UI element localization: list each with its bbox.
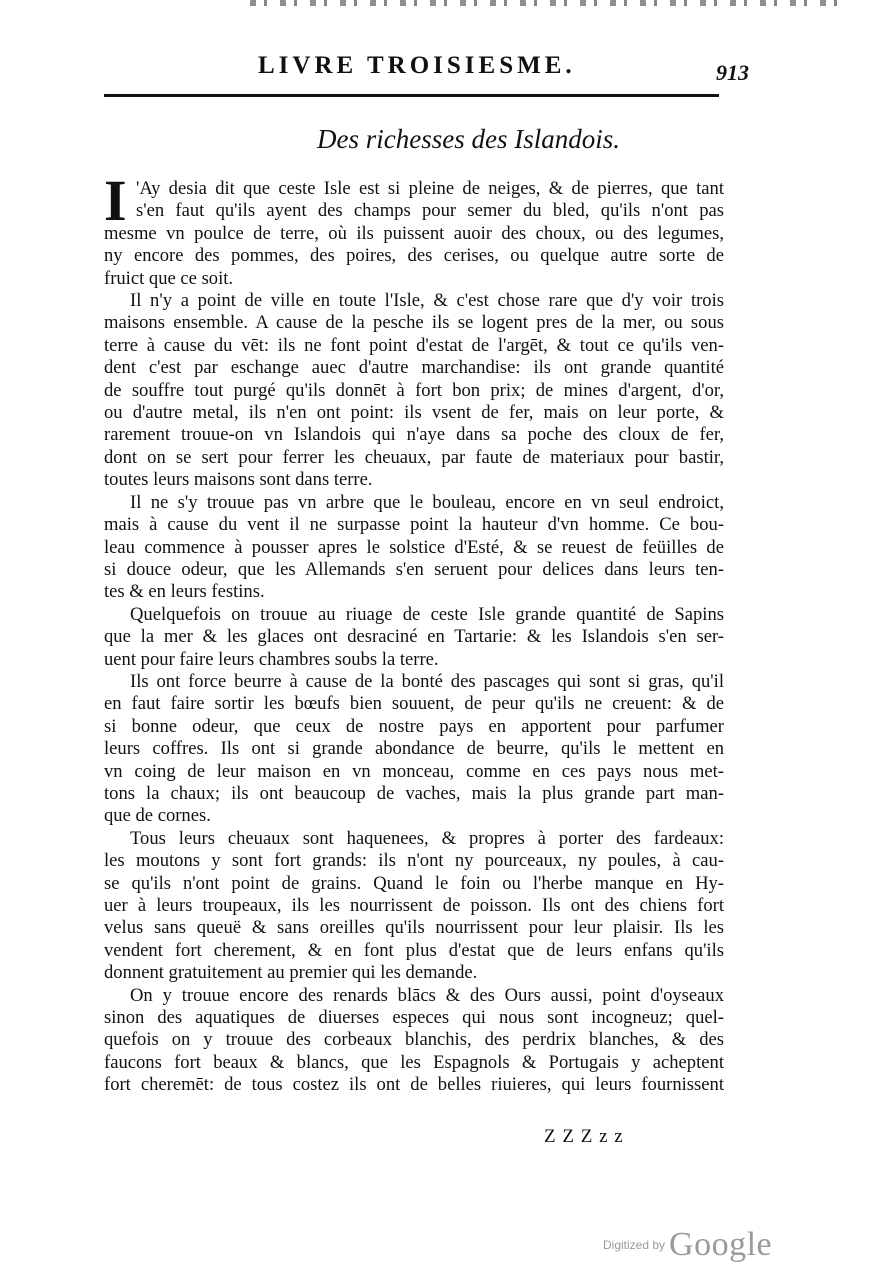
text-line: mais à cause du vent il ne surpasse point la hauteur d'vn homme. Ce bou- <box>104 514 724 536</box>
text-line: donnent gratuitement au premier qui les demande. <box>104 962 478 984</box>
text-line: toutes leurs maisons sont dans terre. <box>104 469 373 491</box>
text-line: se qu'ils n'ont point de grains. Quand le foin ou l'herbe manque en Hy- <box>104 872 724 894</box>
text-line: terre à cause du vēt: ils ne font point d'estat de l'argēt, & tout ce qu'ils ven- <box>104 334 724 356</box>
text-line: tes & en leurs festins. <box>104 581 265 603</box>
text-line: leau commence à pousser apres le solstice d'Esté, & se reuest de feüilles de <box>104 536 724 558</box>
text-line: vendent fort cherement, & en font plus d'estat que de leurs enfans qu'ils <box>104 939 724 961</box>
text-line: fruict que ce soit. <box>104 267 234 289</box>
text-line: de souffre tout purgé qu'ils donnēt à fort bon prix; de mines d'argent, d'or, <box>104 379 724 401</box>
paragraph <box>104 671 724 828</box>
paragraph <box>104 828 724 985</box>
paragraph <box>104 604 724 671</box>
text-line: On y trouue encore des renards blācs & des Ours aussi, point d'oyseaux <box>130 984 724 1006</box>
text-line: dent c'est par eschange auec d'autre marchandise: ils ont grande quantité <box>104 357 724 379</box>
drop-cap: I <box>104 168 127 233</box>
text-line: tons la chaux; ils ont beaucoup de vaches, mais la plus grande part man- <box>104 782 724 804</box>
text-line: quefois on y trouue des corbeaux blanchis, des perdrix blanches, & des <box>104 1029 724 1051</box>
google-logo: Google <box>669 1226 773 1263</box>
paragraph <box>104 168 724 290</box>
digitized-by-label: Digitized by <box>603 1238 666 1252</box>
text-line: mesme vn poulce de terre, où ils puissent auoir des choux, ou des legumes, <box>104 222 724 244</box>
text-line: en faut faire sortir les bœufs bien souuent, de peur qu'ils ne creuent: & de <box>104 693 724 715</box>
page-number: 913 <box>716 60 749 85</box>
text-line: velus sans queuë & sans oreilles qu'ils nourrissent pour leur plaisir. Ils les <box>104 917 724 939</box>
header-rule <box>104 94 719 97</box>
text-line: Ils ont force beurre à cause de la bonté des pascages qui sont si gras, qu'il <box>130 670 724 692</box>
paragraph <box>104 290 724 492</box>
text-line: faucons fort beaux & blancs, que les Espagnols & Portugais y acheptent <box>104 1051 724 1073</box>
paragraph <box>104 492 724 604</box>
text-line: fort cheremēt: de tous costez ils ont de belles riuieres, qui leurs fournissent <box>104 1074 724 1096</box>
chapter-title: Des richesses des Islandois. <box>317 124 620 154</box>
catchword: Z Z Z z z <box>544 1126 624 1147</box>
text-line: dont on se sert pour ferrer les cheuaux, par faute de materiaux pour bastir, <box>104 446 724 468</box>
text-line: Quelquefois on trouue au riuage de ceste Isle grande quantité de Sapins <box>130 603 724 625</box>
text-line: que de cornes. <box>104 805 211 827</box>
text-line: rarement trouue-on vn Islandois qui n'aye dans sa poche des cloux de fer, <box>104 424 724 446</box>
text-line: si douce odeur, que les Allemands s'en seruent pour delices dans leurs ten- <box>104 558 724 580</box>
text-line: sinon des aquatiques de diuerses especes qui nous sont incogneuz; quel- <box>104 1007 724 1029</box>
text-line: que la mer & les glaces ont desraciné en Tartarie: & les Islandois s'en ser- <box>104 626 724 648</box>
body-text <box>104 168 724 1097</box>
text-line: 'Ay desia dit que ceste Isle est si pleine de neiges, & de pierres, que tant <box>136 178 724 199</box>
text-line: si bonne odeur, que ceux de nostre pays en apportent pour parfumer <box>104 715 724 737</box>
text-line: Tous leurs cheuaux sont haquenees, & propres à porter des fardeaux: <box>130 827 724 849</box>
text-line: maisons ensemble. A cause de la pesche ils se logent pres de la mer, ou sous <box>104 312 724 334</box>
text-line: leurs coffres. Ils ont si grande abondance de beurre, qu'ils le mettent en <box>104 738 724 760</box>
text-line: uer à leurs troupeaux, ils les nourrissent de poisson. Ils ont des chiens fort <box>104 895 724 916</box>
page-edge-smudge <box>250 0 850 6</box>
text-line: ou d'autre metal, ils n'en ont point: ils vsent de fer, mais on leur porte, & <box>104 402 724 424</box>
text-line: uent pour faire leurs chambres soubs la terre. <box>104 648 439 670</box>
digitized-watermark <box>603 1226 772 1264</box>
text-line: Il n'y a point de ville en toute l'Isle, & c'est chose rare que d'y voir trois <box>130 290 724 312</box>
paragraph <box>104 985 724 1097</box>
text-line: s'en faut qu'ils ayent des champs pour semer du bled, qu'ils n'ont pas <box>136 200 724 222</box>
text-line: les moutons y sont fort grands: ils n'ont ny pourceaux, ny poules, à cau- <box>104 850 724 872</box>
text-line: Il ne s'y trouue pas vn arbre que le bouleau, encore en vn seul endroict, <box>130 491 724 513</box>
running-head: LIVRE TROISIESME. <box>258 52 576 79</box>
text-line: ny encore des pommes, des poires, des cerises, ou quelque autre sorte de <box>104 245 724 267</box>
text-line: vn coing de leur maison en vn monceau, comme en ces pays nous met- <box>104 760 724 782</box>
